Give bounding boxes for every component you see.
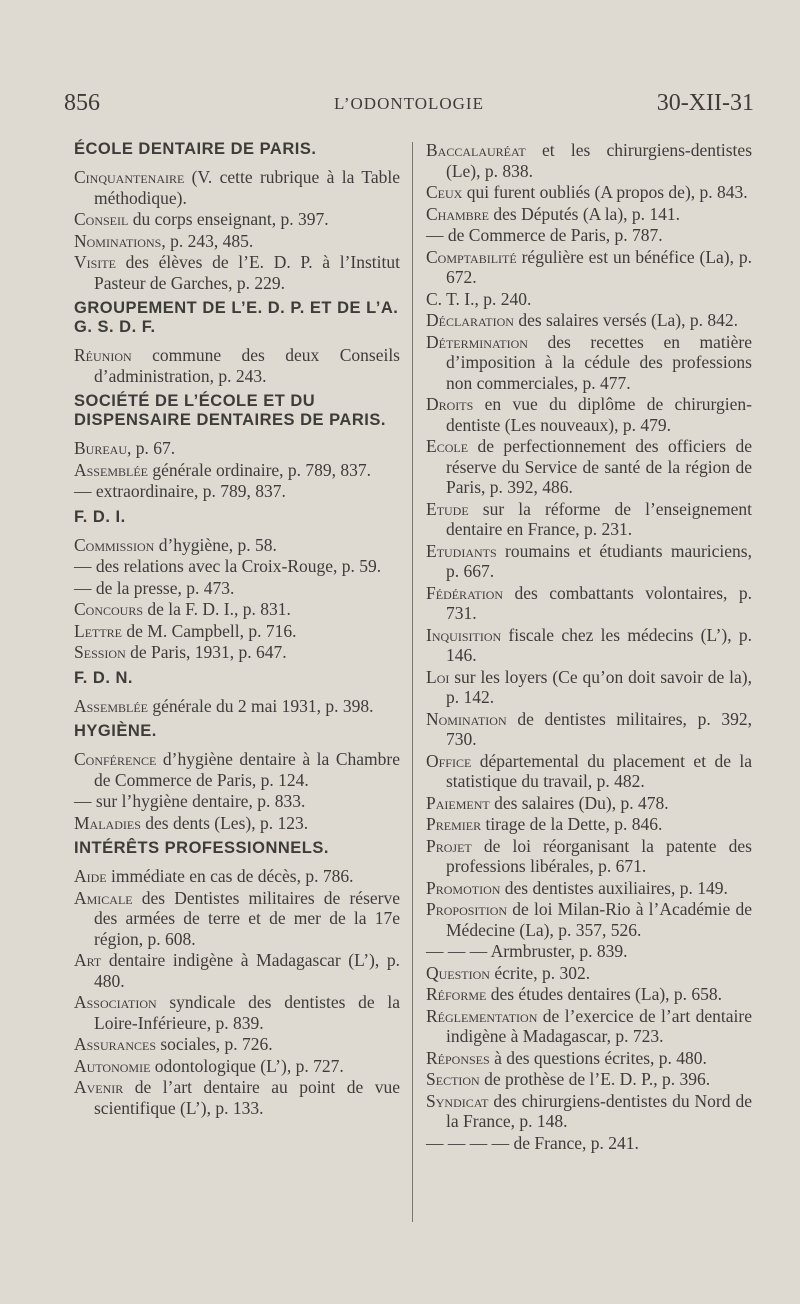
entry-keyword: Fédération — [426, 582, 504, 603]
entry-text: à des questions écrites, p. 480. — [489, 1047, 707, 1068]
section-heading: F. D. N. — [74, 668, 134, 687]
entry-text: régulière est un bénéfice (La), p. 672. — [446, 246, 752, 287]
index-entry — [426, 836, 752, 877]
entry-keyword: Commission — [74, 534, 155, 555]
entry-text: , p. 67. — [127, 438, 176, 458]
entry-text: odontologique (L’), p. 727. — [150, 1055, 344, 1076]
entry-keyword: Art — [74, 950, 102, 970]
index-entry — [426, 814, 752, 835]
section-heading: ÉCOLE DENTAIRE DE PARIS. — [74, 140, 317, 158]
entry-text: écrite, p. 302. — [489, 962, 591, 983]
index-entry — [426, 247, 752, 288]
entry-text: C. T. I., p. 240. — [426, 288, 532, 309]
index-entry — [74, 481, 400, 502]
entry-text: des études dentaires (La), p. 658. — [486, 984, 723, 1004]
entry-text: et les chirurgiens-dentistes (Le), p. 838. — [446, 140, 752, 181]
index-entry — [426, 1133, 752, 1154]
entry-text: des Dentistes militaires de réserve des armées de terre et de mer de la 17e région, p. 608. — [94, 887, 400, 949]
left-column — [74, 140, 400, 1119]
entry-keyword: Syndicat — [426, 1090, 489, 1111]
entry-keyword: Ecole — [426, 436, 469, 456]
entry-keyword: Bureau — [74, 438, 128, 458]
entry-text: des dents (Les), p. 123. — [140, 812, 309, 833]
entry-keyword: Amicale — [74, 887, 133, 908]
section-heading: GROUPEMENT DE L’E. D. P. ET DE L’A. G. S. D. F. — [74, 299, 399, 336]
index-entry — [74, 866, 400, 887]
index-entry — [74, 209, 400, 230]
index-entry — [426, 140, 752, 181]
entry-keyword: Etude — [426, 498, 469, 519]
entry-text: de prothèse de l’E. D. P., p. 396. — [479, 1069, 711, 1089]
index-entry — [426, 310, 752, 331]
entry-keyword: Déclaration — [426, 310, 514, 330]
entry-keyword: Concours — [74, 599, 144, 619]
index-entry — [426, 709, 752, 750]
page-header — [64, 90, 754, 120]
entry-keyword: Autonomie — [74, 1055, 151, 1076]
entry-text: fiscale chez les médecins (L’), p. 146. — [446, 624, 752, 665]
index-entry — [426, 1048, 752, 1069]
index-entry — [426, 667, 752, 708]
entry-text: des salaires (Du), p. 478. — [489, 792, 669, 813]
entry-text: des chirurgiens-dentistes du Nord de la France, p. 148. — [446, 1090, 752, 1131]
entry-keyword: Cinquantenaire — [74, 167, 185, 187]
index-entry — [426, 541, 752, 582]
entry-text: des dentistes auxiliaires, p. 149. — [500, 877, 728, 898]
entry-text: — des relations avec la Croix-Rouge, p. 59. — [74, 556, 382, 576]
entry-keyword: Question — [426, 962, 490, 983]
index-entry — [426, 793, 752, 814]
entry-text: de M. Campbell, p. 716. — [122, 620, 297, 641]
entry-keyword: Loi — [426, 666, 450, 687]
index-entry — [74, 642, 400, 663]
index-entry — [426, 332, 752, 394]
index-entry — [426, 1091, 752, 1132]
index-entry — [74, 621, 400, 642]
entry-keyword: Projet — [426, 835, 472, 856]
issue-date: 30-XII-31 — [656, 90, 754, 116]
entry-keyword: Ceux — [426, 182, 463, 202]
section-heading: HYGIÈNE. — [74, 722, 157, 740]
entry-keyword: Avenir — [74, 1077, 124, 1097]
entry-keyword: Réunion — [74, 345, 132, 365]
entry-text: en vue du diplôme de chirurgien-dentiste (Les nouveaux), p. 479. — [446, 394, 752, 435]
entry-text: commune des deux Conseils d’administration, p. 243. — [94, 345, 400, 386]
index-entry — [74, 556, 400, 577]
entry-text: générale ordinaire, p. 789, 837. — [147, 459, 372, 480]
index-entry — [426, 878, 752, 899]
entry-keyword: Détermination — [426, 331, 528, 352]
entry-text: — — — — de France, p. 241. — [426, 1132, 639, 1153]
index-entry — [74, 345, 400, 386]
entry-keyword: Nominations — [74, 230, 162, 251]
entry-keyword: Session — [74, 642, 126, 662]
section-heading: INTÉRÊTS PROFESSIONNELS. — [74, 839, 329, 857]
entry-keyword: Droits — [426, 394, 474, 414]
entry-text: d’hygiène dentaire à la Chambre de Commerce de Paris, p. 124. — [94, 749, 400, 790]
index-entry — [74, 252, 400, 293]
entry-keyword: Association — [74, 992, 157, 1012]
index-entry — [426, 963, 752, 984]
entry-keyword: Lettre — [74, 620, 123, 641]
index-entry — [74, 535, 400, 556]
entry-keyword: Réglementation — [426, 1005, 538, 1026]
entry-text: d’hygiène, p. 58. — [154, 534, 277, 555]
index-entry — [426, 289, 752, 310]
index-entry — [74, 460, 400, 481]
entry-text: sociales, p. 726. — [156, 1034, 273, 1054]
index-entry — [74, 578, 400, 599]
entry-keyword: Assemblée — [74, 459, 148, 480]
index-entry — [426, 1006, 752, 1047]
entry-keyword: Maladies — [74, 812, 141, 833]
index-entry — [74, 696, 400, 717]
index-entry — [426, 436, 752, 498]
entry-keyword: Section — [426, 1069, 480, 1089]
index-entry — [74, 813, 400, 834]
entry-text: de l’art dentaire au point de vue scientifique (L’), p. 133. — [94, 1077, 400, 1118]
index-entry — [74, 167, 400, 208]
entry-text: , p. 243, 485. — [161, 230, 254, 251]
entry-keyword: Aide — [74, 866, 107, 886]
entry-keyword: Assemblée — [74, 695, 148, 716]
entry-text: roumains et étudiants mauriciens, p. 667. — [446, 540, 752, 581]
entry-text: générale du 2 mai 1931, p. 398. — [147, 695, 374, 716]
entry-keyword: Nomination — [426, 708, 507, 729]
index-entry — [426, 984, 752, 1005]
index-entry — [74, 791, 400, 812]
entry-keyword: Premier — [426, 814, 482, 834]
index-entry — [426, 182, 752, 203]
entry-keyword: Proposition — [426, 899, 508, 919]
index-entry — [74, 231, 400, 252]
entry-text: qui furent oubliés (A propos de), p. 843. — [462, 182, 748, 202]
entry-text: — — — Armbruster, p. 839. — [426, 941, 628, 961]
index-entry — [74, 992, 400, 1033]
index-entry — [426, 899, 752, 940]
index-entry — [74, 950, 400, 991]
entry-text: de l’exercice de l’art dentaire indigène à Madagascar, p. 723. — [446, 1005, 752, 1046]
entry-text: du corps enseignant, p. 397. — [128, 209, 329, 229]
entry-text: immédiate en cas de décès, p. 786. — [106, 866, 354, 886]
index-entry — [426, 625, 752, 666]
entry-text: — de la presse, p. 473. — [74, 577, 235, 598]
entry-text: de dentistes militaires, p. 392, 730. — [446, 708, 752, 749]
entry-text: de Paris, 1931, p. 647. — [125, 642, 287, 662]
column-divider — [412, 142, 413, 1222]
entry-keyword: Visite — [74, 252, 116, 272]
entry-text: des recettes en matière d’imposition à la cédule des professions non commerciales, p. 477. — [446, 331, 752, 393]
entry-keyword: Promotion — [426, 877, 501, 898]
entry-text: (V. cette rubrique à la Table méthodique). — [94, 167, 400, 208]
section-heading: SOCIÉTÉ DE L’ÉCOLE ET DU DISPENSAIRE DENTAIRES DE PARIS. — [74, 392, 386, 429]
journal-title: L’ODONTOLOGIE — [334, 94, 484, 113]
entry-keyword: Paiement — [426, 792, 490, 813]
entry-keyword: Baccalauréat — [426, 140, 526, 160]
entry-text: — de Commerce de Paris, p. 787. — [426, 225, 663, 245]
entry-text: des combattants volontaires, p. 731. — [446, 582, 752, 623]
index-entry — [426, 941, 752, 962]
entry-text: dentaire indigène à Madagascar (L’), p. 480. — [94, 950, 400, 991]
index-entry — [74, 599, 400, 620]
entry-keyword: Réponses — [426, 1047, 490, 1068]
entry-text: des élèves de l’E. D. P. à l’Institut Pasteur de Garches, p. 229. — [94, 252, 400, 293]
index-entry — [426, 751, 752, 792]
entry-keyword: Inquisition — [426, 624, 502, 645]
entry-keyword: Réforme — [426, 984, 487, 1004]
entry-text: tirage de la Dette, p. 846. — [481, 814, 663, 834]
entry-text: de perfectionnement des officiers de réserve du Service de santé de la région de Paris, p. 392, 486. — [446, 436, 752, 497]
entry-keyword: Chambre — [426, 203, 490, 224]
entry-text: de loi réorganisant la patente des professions libérales, p. 671. — [446, 835, 752, 876]
index-entry — [74, 1034, 400, 1055]
index-entry — [426, 499, 752, 540]
entry-text: — sur l’hygiène dentaire, p. 833. — [74, 791, 306, 811]
page-number: 856 — [64, 90, 100, 116]
entry-keyword: Comptabilité — [426, 246, 517, 267]
index-entry — [74, 749, 400, 790]
entry-keyword: Conseil — [74, 209, 129, 229]
entry-keyword: Assurances — [74, 1034, 156, 1054]
index-entry — [74, 1056, 400, 1077]
entry-keyword: Office — [426, 750, 472, 771]
entry-keyword: Conférence — [74, 749, 157, 769]
index-entry — [74, 888, 400, 950]
entry-text: sur la réforme de l’enseignement dentaire en France, p. 231. — [446, 498, 752, 539]
right-column — [426, 140, 752, 1154]
section-heading: F. D. I. — [74, 507, 126, 526]
entry-text: des Députés (A la), p. 141. — [489, 203, 681, 224]
index-entry — [426, 394, 752, 435]
index-entry — [74, 1077, 400, 1118]
index-entry — [74, 438, 400, 459]
entry-text: — extraordinaire, p. 789, 837. — [74, 481, 286, 501]
entry-text: départemental du placement et de la statistique du travail, p. 482. — [446, 750, 752, 791]
index-entry — [426, 1069, 752, 1090]
entry-text: sur les loyers (Ce qu’on doit savoir de la), p. 142. — [446, 666, 752, 707]
entry-keyword: Etudiants — [426, 540, 497, 561]
index-entry — [426, 204, 752, 225]
entry-text: de loi Milan-Rio à l’Académie de Médecine (La), p. 357, 526. — [446, 899, 752, 940]
index-entry — [426, 583, 752, 624]
entry-text: syndicale des dentistes de la Loire-Inférieure, p. 839. — [94, 992, 400, 1033]
entry-text: des salaires versés (La), p. 842. — [513, 310, 738, 330]
index-entry — [426, 225, 752, 246]
entry-text: de la F. D. I., p. 831. — [143, 599, 291, 619]
